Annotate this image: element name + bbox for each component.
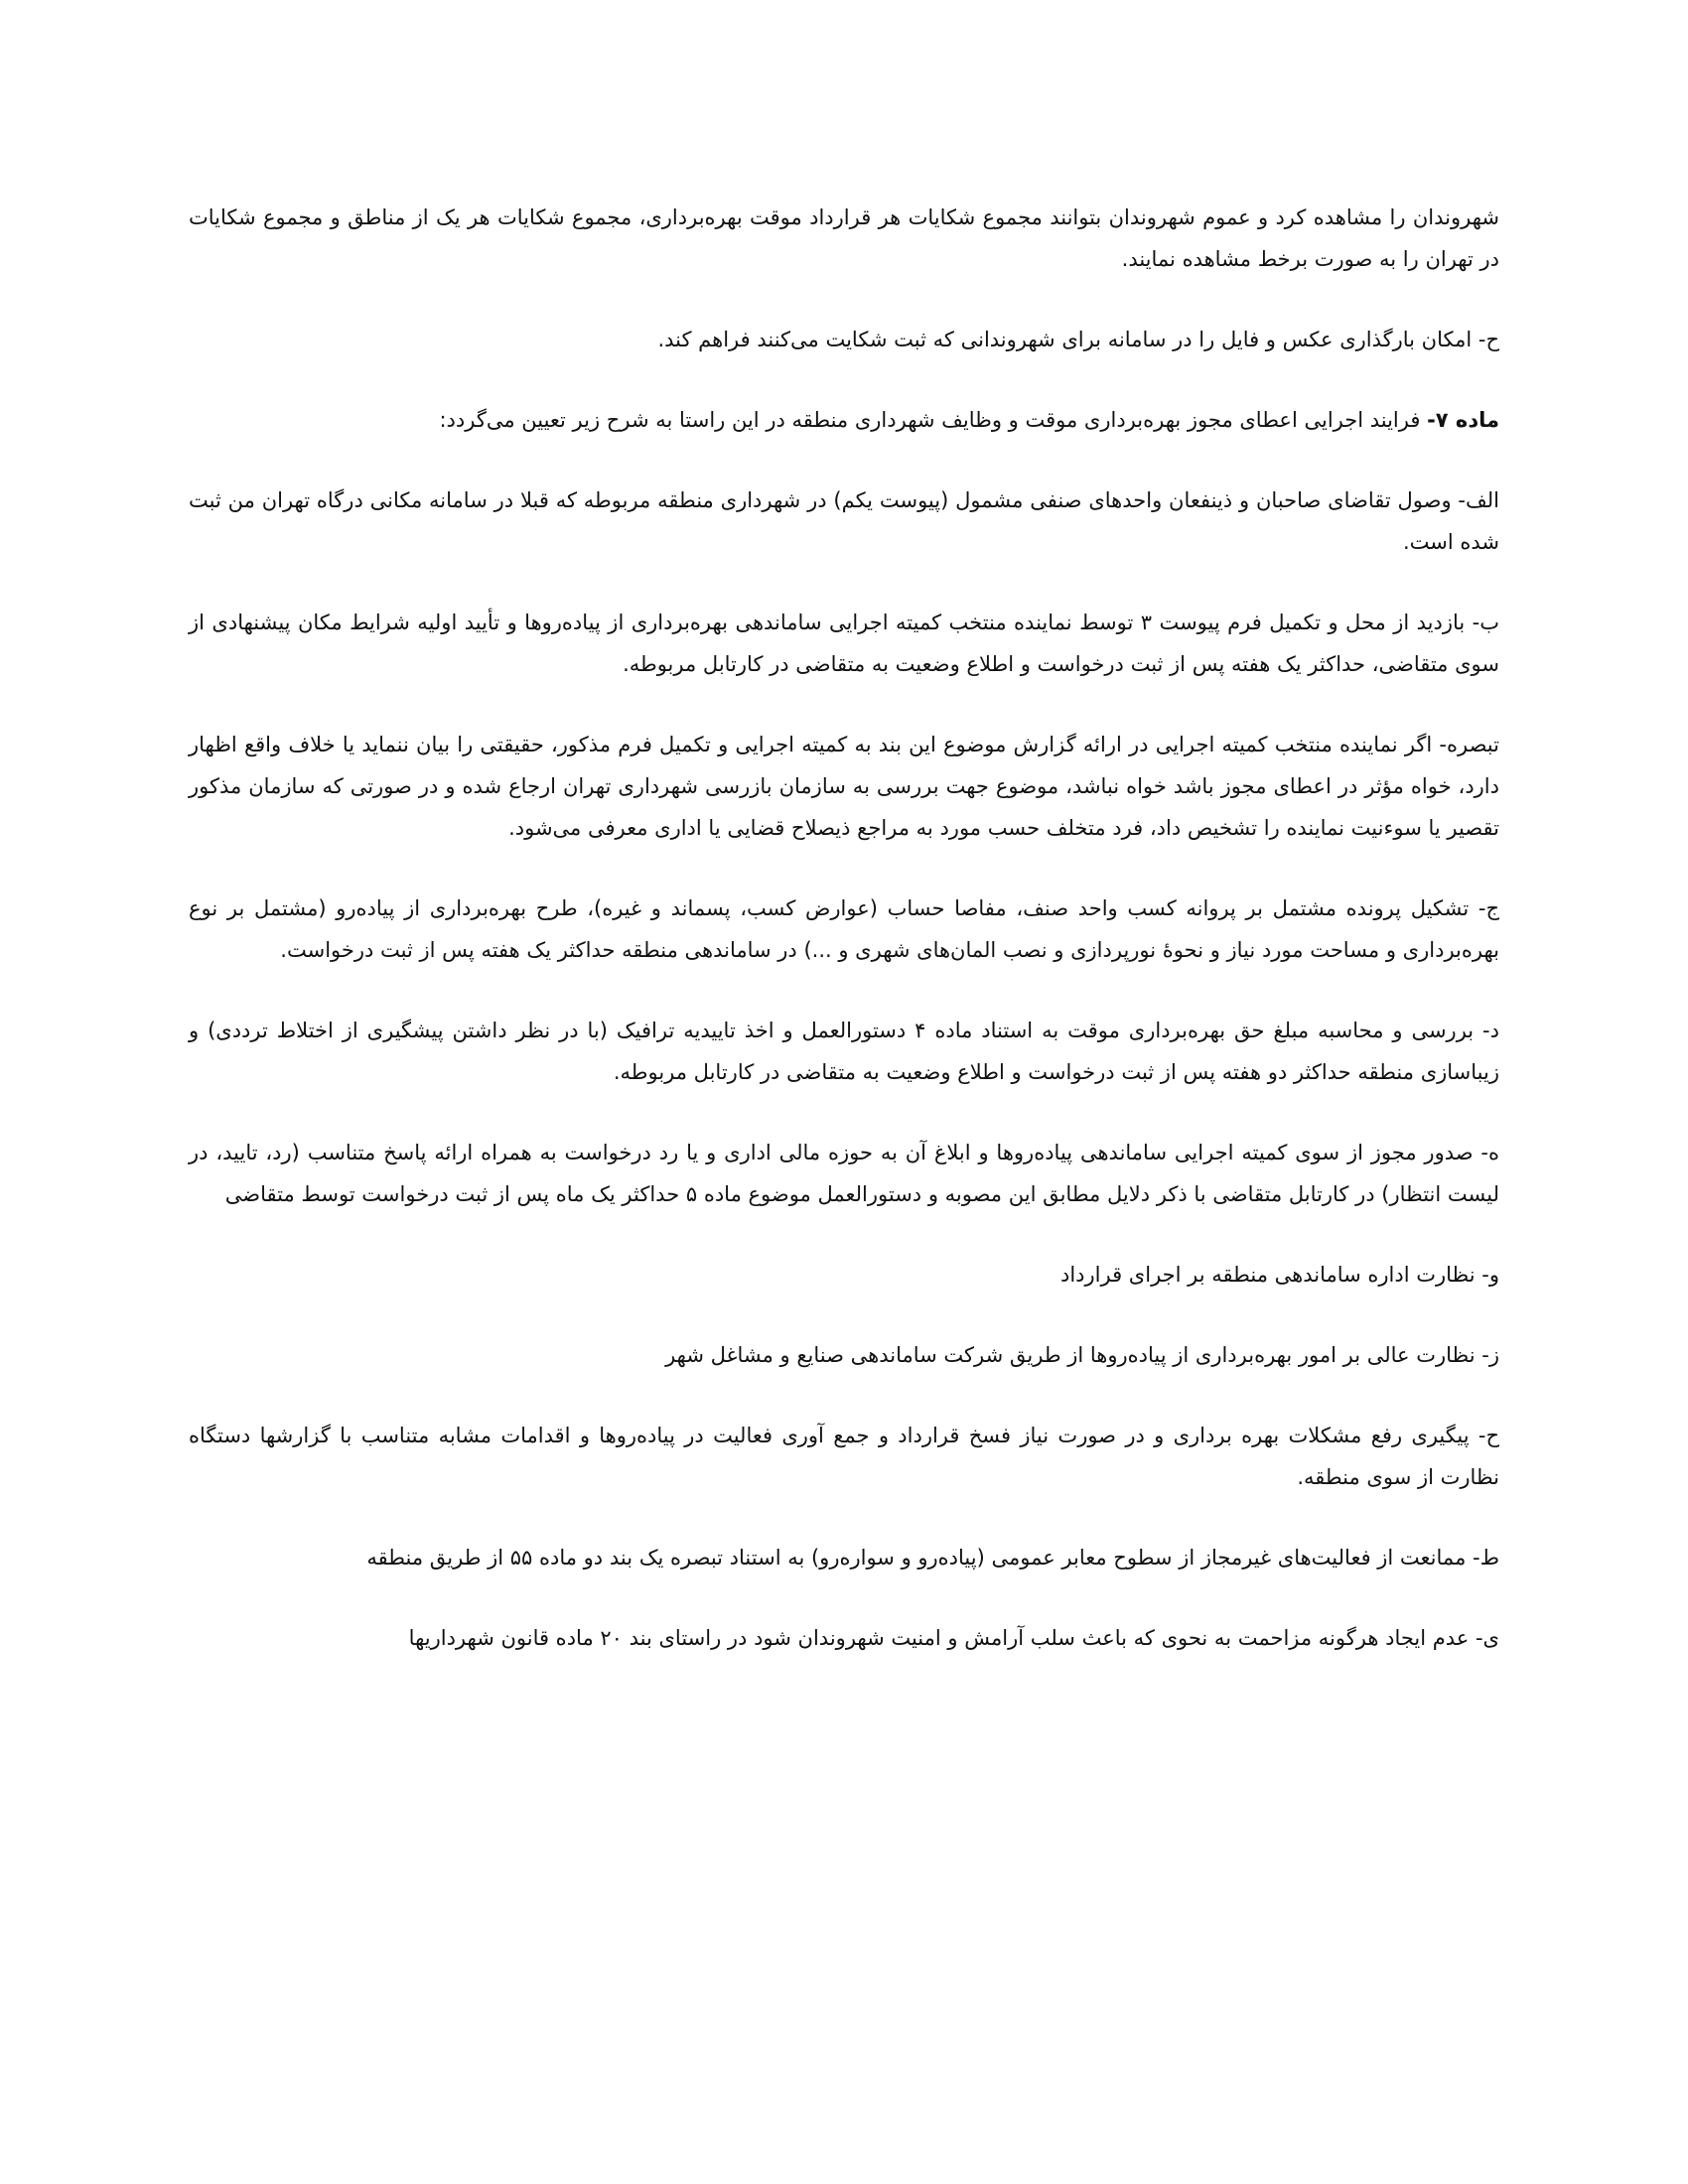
paragraph-jim-file-formation: ج- تشکیل پرونده مشتمل بر پروانه کسب واحد صنف، مفاصا حساب (عوارض کسب، پسماند و غیره)، طرح بهره‌برداری از پیاده‌رو (مشتمل بر نوع بهره‌برداری و مساحت مورد نیاز و نحوهٔ نورپردازی و نصب المان‌های شهری و ...) در ساماندهی منطقه حداکثر یک هفته پس از ثبت درخواست. bbox=[189, 896, 1499, 962]
paragraph-be-site-visit: ب- بازدید از محل و تکمیل فرم پیوست ۳ توسط نماینده منتخب کمیته اجرایی ساماندهی بهره‌برداری از پیاده‌روها و تأیید اولیه شرایط مکان پیشنهادی از سوی متقاضی، حداکثر یک هفته پس از ثبت درخواست و اطلاع وضعیت به متقاضی در کارتابل مربوطه. bbox=[189, 611, 1499, 676]
paragraph-he-problem-followup: ح- پیگیری رفع مشکلات بهره برداری و در صورت نیاز فسخ قرارداد و جمع آوری فعالیت در پیاده‌روها و اقدامات مشابه متناسب با گزارشها دستگاه نظارت از سوی منطقه. bbox=[189, 1424, 1499, 1489]
paragraph-alef-receipt-of-request: الف- وصول تقاضای صاحبان و ذینفعان واحدهای صنفی مشمول (پیوست یکم) در شهرداری منطقه مربوطه که قبلا در سامانه مکانی درگاه تهران من ثبت شده است. bbox=[189, 488, 1499, 554]
document-body bbox=[189, 197, 1499, 1698]
paragraph-he-permit-issuance: ه- صدور مجوز از سوی کمیته اجرایی ساماندهی پیاده‌روها و ابلاغ آن به حوزه مالی اداری و یا رد درخواست به همراه ارائه پاسخ متناسب (رد، تایید، در لیست انتظار) در کارتابل متقاضی با ذکر دلایل مطابق این مصوبه و دستورالعمل موضوع ماده ۵ حداکثر یک ماه پس از ثبت درخواست توسط متقاضی bbox=[189, 1141, 1499, 1206]
paragraph-ta-prevent-unauthorized: ط- ممانعت از فعالیت‌های غیرمجاز از سطوح معابر عمومی (پیاده‌رو و سواره‌رو) به استناد تبصره یک بند دو ماده ۵۵ از طریق منطقه bbox=[366, 1546, 1499, 1570]
article-7-text: فرایند اجرایی اعطای مجوز بهره‌برداری موقت و وظایف شهرداری منطقه در این راستا به شرح زیر تعیین می‌گردد: bbox=[439, 408, 1428, 432]
paragraph-upload-photo-file: ح- امکان بارگذاری عکس و فایل را در سامانه برای شهروندانی که ثبت شکایت می‌کنند فراهم کند. bbox=[657, 328, 1499, 351]
paragraph-dal-fee-calculation: د- بررسی و محاسبه مبلغ حق بهره‌برداری موقت به استناد ماده ۴ دستورالعمل و اخذ تاییدیه ترافیک (با در نظر داشتن پیشگیری از اختلاط ترددی) و زیباسازی منطقه حداکثر دو هفته پس از ثبت درخواست و اطلاع وضعیت به متقاضی در کارتابل مربوطه. bbox=[189, 1019, 1499, 1084]
paragraph-ze-high-supervision: ز- نظارت عالی بر امور بهره‌برداری از پیاده‌روها از طریق شرکت ساماندهی صنایع و مشاغل شهر bbox=[665, 1343, 1499, 1367]
paragraph-note-representative: تبصره- اگر نماینده منتخب کمیته اجرایی در ارائه گزارش موضوع این بند به کمیته اجرایی و تکمیل فرم مذکور، حقیقتی را بیان ننماید یا خلاف واقع اظهار دارد، خواه مؤثر در اعطای مجوز باشد خواه نباشد، موضوع جهت بررسی به سازمان بازرسی شهرداری تهران ارجاع شده و در صورتی که سازمان مذکور تقصیر یا سوءنیت نماینده را تشخیص داد، فرد متخلف حسب مورد به مراجع ذیصلاح قضایی یا اداری معرفی می‌شود. bbox=[189, 733, 1499, 840]
paragraph-complaints-visibility: شهروندان را مشاهده کرد و عموم شهروندان بتوانند مجموع شکایات هر قرارداد موقت بهره‌برداری، مجموع شکایات هر یک از مناطق و مجموع شکایات در تهران را به صورت برخط مشاهده نمایند. bbox=[189, 205, 1499, 271]
article-7-heading: ماده ۷- bbox=[1427, 408, 1499, 432]
paragraph-article-7 bbox=[189, 399, 1499, 441]
paragraph-vav-supervision: و- نظارت اداره ساماندهی منطقه بر اجرای قرارداد bbox=[1059, 1263, 1499, 1287]
paragraph-ye-no-disturbance: ی- عدم ایجاد هرگونه مزاحمت به نحوی که باعث سلب آرامش و امنیت شهروندان شود در راستای بند ۲۰ ماده قانون شهرداریها bbox=[408, 1626, 1499, 1650]
